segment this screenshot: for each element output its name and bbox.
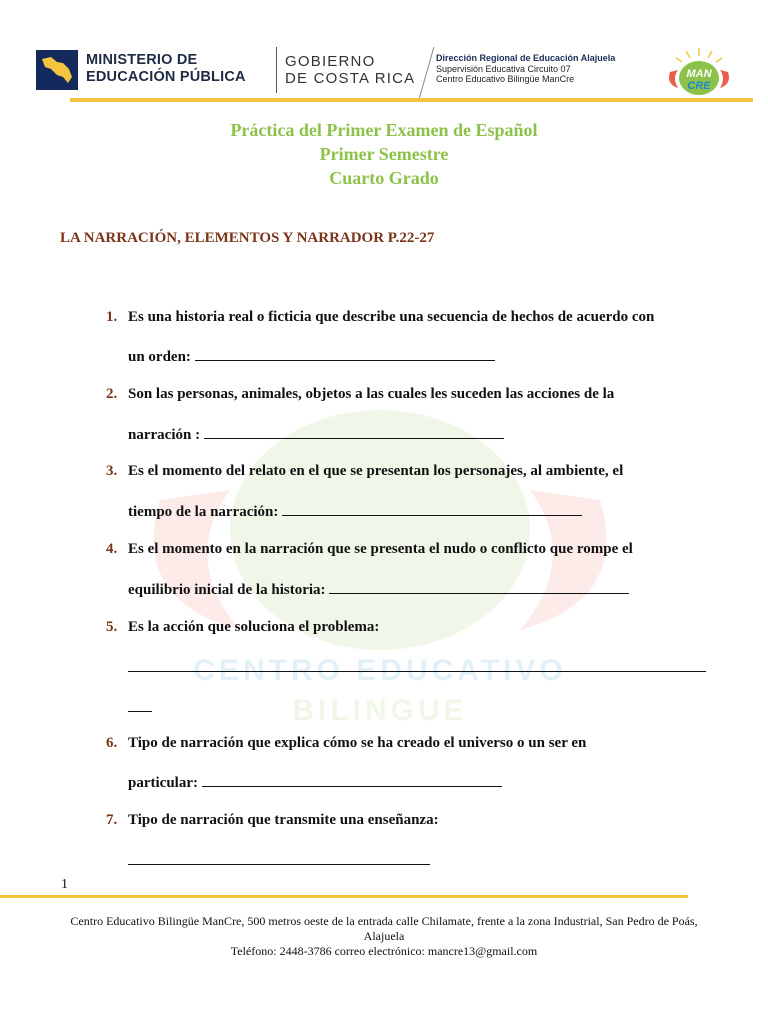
header-slash-divider [419,47,435,99]
header-rule [70,98,753,102]
government-name [285,53,415,87]
regional-info [436,53,615,85]
answer-blank[interactable] [329,579,629,594]
ministry-line1: MINISTERIO DE [86,52,198,68]
gov-line2: DE COSTA RICA [285,70,416,87]
question-text: Son las personas, animales, objetos a las cuales les suceden las acciones de la [128,386,615,402]
question-text-cont: equilibrio inicial de la historia: [128,582,326,598]
answer-blank[interactable] [128,850,430,865]
page-header [36,44,736,100]
question-text-cont: un orden: [128,349,191,365]
title-line3: Cuarto Grado [329,168,439,188]
school-text: Centro Educativo Bilingüe ManCre [436,74,575,84]
watermark-line1: CENTRO EDUCATIVO [193,654,567,687]
page-footer [60,914,708,959]
answer-blank[interactable] [282,501,582,516]
header-divider [276,47,277,93]
question-text-cont: particular: [128,775,198,791]
region-title: Dirección Regional de Educación Alajuela [436,53,616,63]
question-number: 1. [106,309,118,325]
page-number: 1 [61,877,68,892]
answer-blank-cont[interactable] [128,697,152,712]
question-number: 3. [106,463,118,479]
question-number: 7. [106,812,118,828]
title-line1: Práctica del Primer Examen de Español [230,120,538,140]
question-text: Es el momento del relato en el que se presentan los personajes, al ambiente, el [128,463,624,479]
question-text-cont: narración : [128,427,201,443]
svg-text:MAN: MAN [686,68,712,80]
ministry-name [86,52,246,86]
answer-blank[interactable] [195,346,495,361]
footer-rule [0,895,688,898]
answer-blank[interactable] [128,657,706,672]
answer-blank[interactable] [202,772,502,787]
svg-text:CRE: CRE [687,80,711,92]
question-number: 6. [106,735,118,751]
costa-rica-map-icon [36,50,78,90]
ministry-line2: EDUCACIÓN PÚBLICA [86,69,246,85]
question-text: Es el momento en la narración que se presenta el nudo o conflicto que rompe el [128,541,633,557]
question-number: 5. [106,619,118,635]
question-number: 2. [106,386,118,402]
document-titles [0,118,768,190]
question-text: Tipo de narración que explica cómo se ha creado el universo o un ser en [128,735,587,751]
question-text: Es una historia real o ficticia que describe una secuencia de hechos de acuerdo con [128,309,655,325]
footer-contact: Teléfono: 2448-3786 correo electrónico: mancre13@gmail.com [230,944,538,958]
footer-address: Centro Educativo Bilingüe ManCre, 500 metros oeste de la entrada calle Chilamate, frente a la zona Industrial, San Pedro de Poás, Alajuela [70,914,698,943]
section-title: LA NARRACIÓN, ELEMENTOS Y NARRADOR P.22-27 [60,230,435,246]
watermark-line2: BILINGUE [292,694,468,727]
question-number: 4. [106,541,118,557]
supervision-text: Supervisión Educativa Circuito 07 [436,63,571,74]
answer-blank[interactable] [204,424,504,439]
question-text: Tipo de narración que transmite una enseñanza: [128,812,439,828]
question-text: Es la acción que soluciona el problema: [128,619,380,635]
title-line2: Primer Semestre [319,144,449,164]
mancre-logo [664,44,734,100]
question-text-cont: tiempo de la narración: [128,504,279,520]
gov-line1: GOBIERNO [285,53,376,70]
